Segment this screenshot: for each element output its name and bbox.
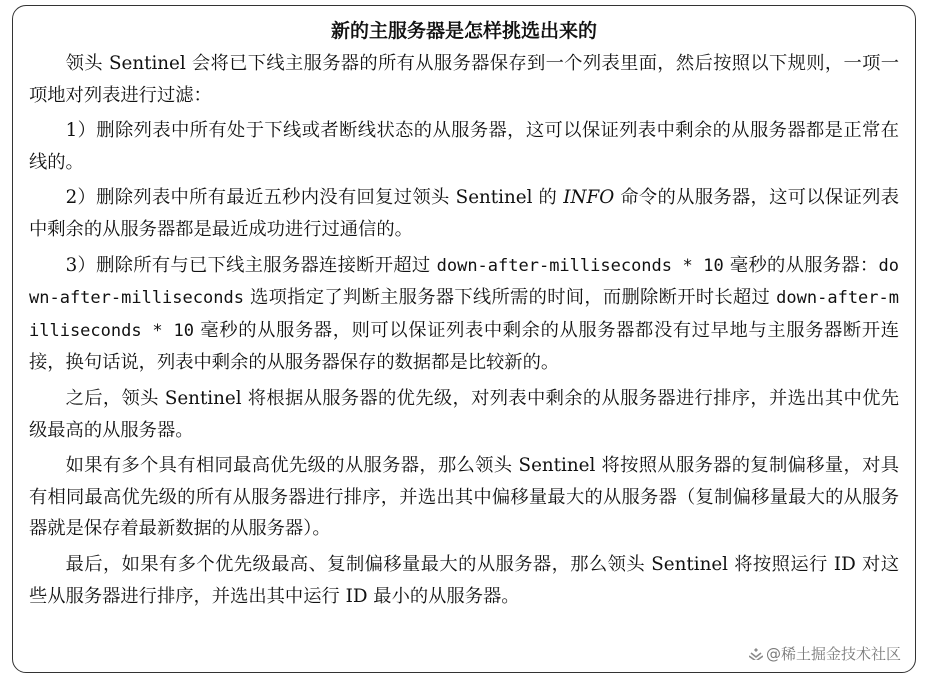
watermark: [745, 643, 905, 664]
rule-3-text-c: 毫秒的从服务器：: [723, 254, 879, 276]
paragraph-rule-2: [29, 182, 899, 245]
paragraph-rule-1: 1）删除列表中所有处于下线或者断线状态的从服务器，这可以保证列表中剩余的从服务器都是正常在线的。: [29, 120, 899, 173]
option-code-1: down-after-milliseconds * 10: [436, 255, 724, 276]
rule-3-text-a: 3）删除所有与已下线主服务器连接断开超过: [65, 254, 437, 276]
watermark-text: @稀土掘金技术社区: [765, 645, 901, 663]
sidebar-box: [12, 5, 916, 673]
rule-2-text-a: 2）删除列表中所有最近五秒内没有回复过领头 Sentinel 的: [65, 187, 564, 209]
rule-2-text-c: 命令的从服务器，这可以保证列表中剩余的从服务器都是最近成功进行过通信的。: [29, 187, 899, 240]
option-code-2: down-after-milliseconds: [29, 255, 899, 309]
paragraph-run-id: 最后，如果有多个优先级最高、复制偏移量最大的从服务器，那么领头 Sentinel 将按照运行 ID 对这些从服务器进行排序，并选出其中运行 ID 最小的从服务器。: [29, 553, 899, 607]
paragraph-offset: 如果有多个具有相同最高优先级的从服务器，那么领头 Sentinel 将按照从服务器的复制偏移量，对具有相同最高优先级的所有从服务器进行排序，并选出其中偏移量最大的从服务器（复制偏移量最大的从服务器就是保存着最新数据的从服务器）。: [29, 455, 899, 540]
info-command: INFO: [563, 187, 615, 209]
paragraph-rule-3: [29, 250, 899, 379]
option-code-3: down-after-milliseconds * 10: [29, 288, 899, 341]
paragraph-priority: 之后，领头 Sentinel 将根据从服务器的优先级，对列表中剩余的从服务器进行排序，并选出其中优先级最高的从服务器。: [29, 387, 899, 441]
paragraph-intro: 领头 Sentinel 会将已下线主服务器的所有从服务器保存到一个列表里面，然后按照以下规则，一项一项地对列表进行过滤：: [29, 53, 899, 106]
box-title: 新的主服务器是怎样挑选出来的: [330, 20, 597, 42]
rule-3-text-e: 选项指定了判断主服务器下线所需的时间，而删除断开时长超过: [243, 287, 777, 309]
rule-3-text-g: 毫秒的从服务器，则可以保证列表中剩余的从服务器都没有过早地与主服务器断开连接，换句话说，列表中剩余的从服务器保存的数据都是比较新的。: [29, 319, 900, 374]
juejin-logo-icon: [749, 648, 763, 660]
